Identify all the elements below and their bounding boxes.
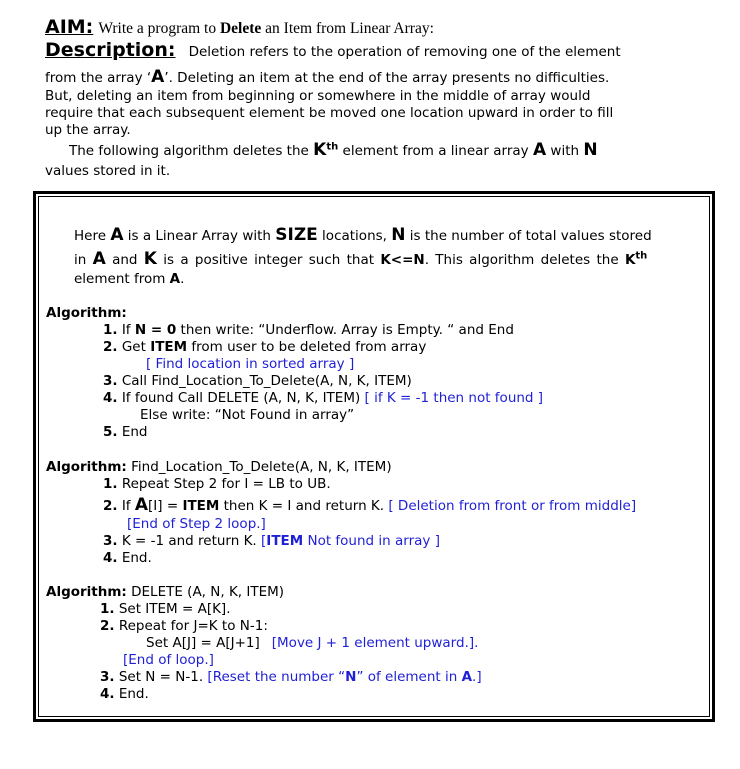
algorithm-1-title: Algorithm: — [46, 305, 127, 321]
algo2-step-2-end-loop: [End of Step 2 loop.] — [127, 516, 266, 532]
aim-label: AIM: — [45, 16, 94, 38]
algorithm-3-title: Algorithm: DELETE (A, N, K, ITEM) — [46, 584, 285, 600]
algo1-step-2: 2. Get ITEM from user to be deleted from array — [103, 339, 427, 355]
aim-line — [45, 16, 434, 38]
algorithm-2-title: Algorithm: Find_Location_To_Delete(A, N, K, ITEM) — [46, 459, 392, 475]
description-line-6: The following algorithm deletes the $K^{th}$ element from a linear array A with N — [69, 140, 598, 160]
algo1-step-1: 1. If N = 0 then write: “Underflow. Array is Empty. “ and End — [103, 322, 514, 338]
algo1-step-2-comment: [ Find location in sorted array ] — [146, 356, 355, 372]
intro-line-3: element from A. — [74, 271, 185, 287]
algo2-step-4: 4. End. — [103, 550, 152, 566]
description-label: Description: — [45, 39, 176, 61]
algo1-step-5: 5. End — [103, 424, 148, 440]
aim-text: Write a program to Delete an Item from Linear Array: — [98, 20, 434, 37]
description-line-1: Description: Deletion refers to the operation of removing one of the element — [45, 39, 621, 61]
algo2-step-2: 2. If A[I] = ITEM then K = I and return K. [ Deletion from front or from middle] — [103, 495, 637, 515]
algo3-step-1: 1. Set ITEM = A[K]. — [100, 601, 231, 617]
algo3-step-4: 4. End. — [100, 686, 149, 702]
algo1-step-3: 3. Call Find_Location_To_Delete(A, N, K, ITEM) — [103, 373, 412, 389]
intro-line-1: Here A is a Linear Array with SIZE locations, N is the number of total values stored — [74, 225, 652, 245]
algo3-step-2-end-loop: [End of loop.] — [123, 652, 214, 668]
description-line-5: up the array. — [45, 122, 131, 138]
description-line-3: But, deleting an item from beginning or somewhere in the middle of array would — [45, 88, 591, 104]
algo3-step-3: 3. Set N = N-1. [Reset the number “N” of element in A.] — [100, 669, 482, 685]
algo1-step-4: 4. If found Call DELETE (A, N, K, ITEM) [ if K = -1 then not found ] — [103, 390, 544, 406]
intro-line-2: in A and K is a positive integer such that K<=N. This algorithm deletes the $K^{th}$ — [74, 249, 648, 269]
algo3-step-2: 2. Repeat for J=K to N-1: — [100, 618, 268, 634]
description-line-2: from the array ‘A’. Deleting an item at the end of the array presents no difficulties. — [45, 67, 610, 87]
algo1-step-4-else: Else write: “Not Found in array” — [140, 407, 355, 423]
algo2-step-3: 3. K = -1 and return K. [ITEM Not found in array ] — [103, 533, 440, 549]
description-line-7: values stored in it. — [45, 163, 171, 179]
algo3-step-2-body: Set A[J] = A[J+1] [Move J + 1 element upward.]. — [146, 635, 479, 651]
description-line-4: require that each subsequent element be moved one location upward in order to fill — [45, 105, 614, 121]
algo2-step-1: 1. Repeat Step 2 for I = LB to UB. — [103, 476, 331, 492]
